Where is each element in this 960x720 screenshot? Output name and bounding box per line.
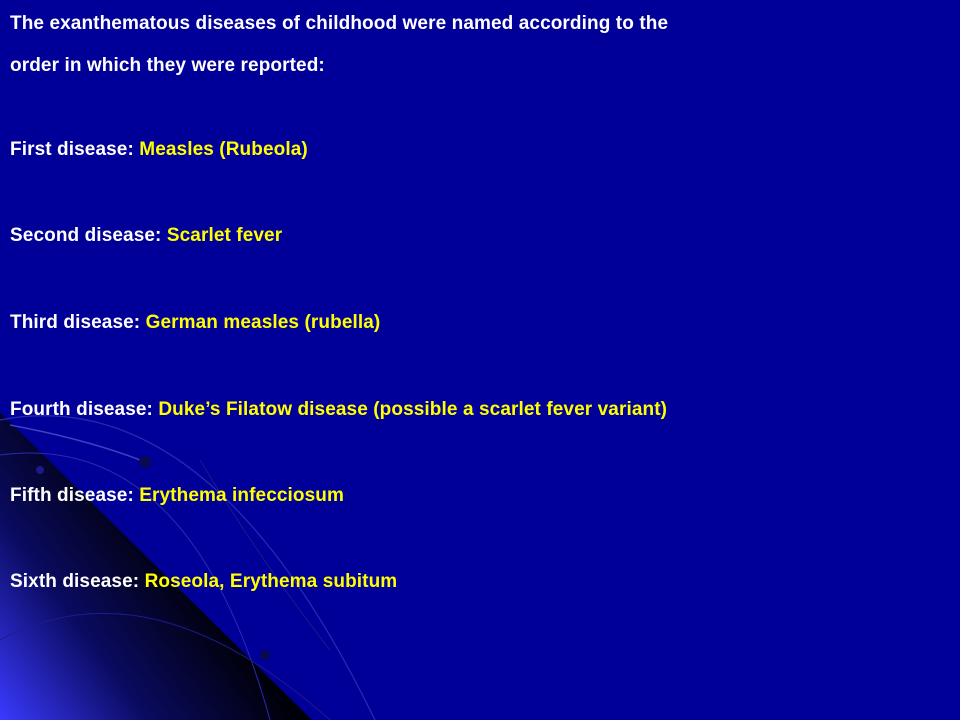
intro-line-1: The exanthematous diseases of childhood were named according to the (10, 13, 669, 34)
disease-name: Duke’s Filatow disease (possible a scarlet fever variant) (158, 399, 668, 420)
disease-name: Measles (Rubeola) (139, 139, 308, 160)
disease-fifth (10, 485, 344, 507)
disease-sixth (10, 571, 397, 593)
decorative-dot (260, 650, 270, 660)
disease-fourth (10, 399, 667, 421)
disease-label: First disease: (10, 139, 140, 160)
disease-name: Erythema infecciosum (139, 485, 344, 506)
disease-third (10, 312, 380, 334)
corner-wedge (0, 412, 312, 720)
decorative-dot (139, 456, 151, 468)
disease-label: Fourth disease: (10, 399, 159, 420)
disease-label: Sixth disease: (10, 571, 145, 592)
disease-label: Third disease: (10, 312, 146, 333)
disease-first (10, 139, 308, 161)
disease-second (10, 225, 282, 247)
disease-label: Fifth disease: (10, 485, 140, 506)
decorative-dot (36, 466, 44, 474)
disease-name: German measles (rubella) (145, 312, 381, 333)
disease-name: Scarlet fever (166, 225, 283, 246)
intro-line-2: order in which they were reported: (10, 55, 325, 76)
disease-name: Roseola, Erythema subitum (144, 571, 398, 592)
disease-label: Second disease: (10, 225, 167, 246)
